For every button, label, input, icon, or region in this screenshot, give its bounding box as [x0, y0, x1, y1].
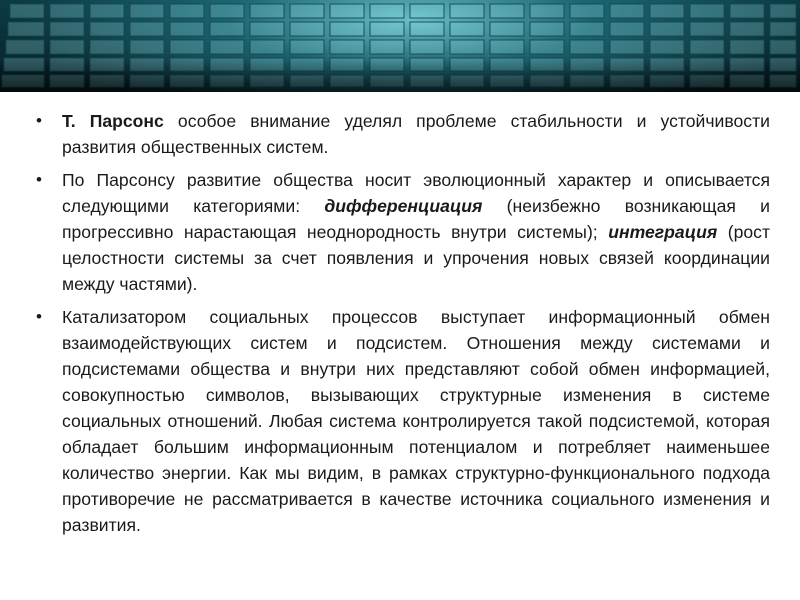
header-banner: [0, 0, 800, 92]
bullet-text-part-a: По Парсонсу развитие общества носит эволюционный характер и описывается следующими категориями:: [62, 170, 770, 216]
bullet-text: Катализатором социальных процессов выступает информационный обмен взаимодействующих систем и подсистем. Отношения между системами и подсистемами общества и внутри них представляют собой обмен информацией, совокупностью символов, вызывающих структурные изменения в системе социальных отношений. Любая система контролируется такой подсистемой, которая обладает большим информационным потенциалом и потребляет наименьшее количество энергии. Как мы видим, в рамках структурно-функционального подхода противоречие не рассматривается в качестве источника социального изменения и развития.: [62, 307, 770, 535]
bullet-text-part-b: (неизбежно возникающая и прогрессивно нарастающая неоднородность внутри системы);: [62, 196, 770, 242]
bullet-marker: •: [36, 111, 42, 130]
term-integration: интеграция: [608, 222, 718, 242]
bullet-item-evolution-categories: [36, 167, 770, 297]
bullet-list: [36, 108, 770, 538]
banner-shade: [0, 60, 800, 92]
bullet-item-information-exchange: [36, 304, 770, 538]
bullet-text-part-c: (рост целостности системы за счет появления и упрочения новых связей координации между частями).: [62, 222, 770, 294]
bullet-marker: •: [36, 307, 42, 326]
term-differentiation: дифференциация: [324, 196, 483, 216]
bullet-marker: •: [36, 170, 42, 189]
bullet-text: особое внимание уделял проблеме стабильности и устойчивости развития общественных систем.: [62, 111, 770, 157]
author-name: Т. Парсонс: [62, 111, 164, 131]
bullet-item-parsons-stability: [36, 108, 770, 160]
slide-body: [36, 108, 770, 545]
